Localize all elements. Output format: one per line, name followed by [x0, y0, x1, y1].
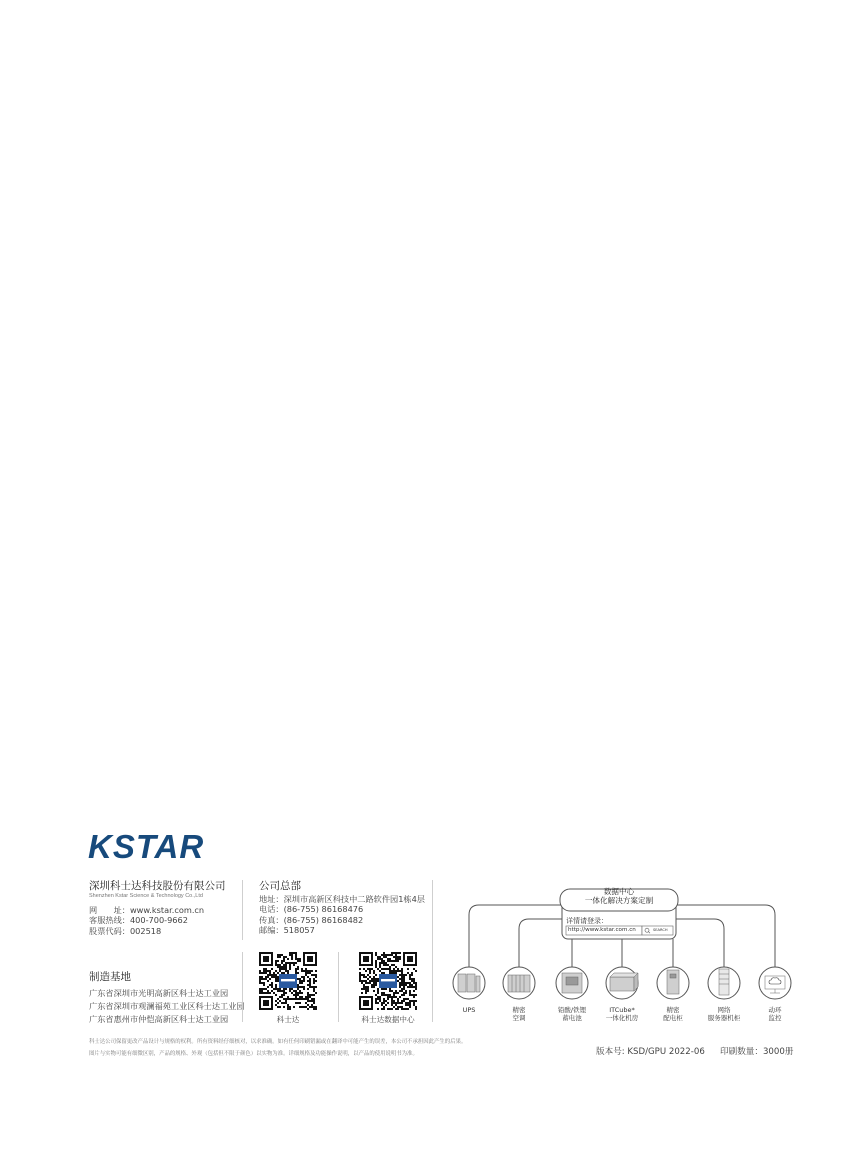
- legal-line: 科士达公司保留更改产品设计与规格的权利。所有资料经仔细核对，以求准确。如有任何印刷错漏或在翻译中可能产生的误差，本公司不承担因此产生的后果。: [89, 1039, 467, 1045]
- hq-postcode: 邮编：518057: [259, 925, 315, 936]
- hq-contact: [259, 894, 425, 936]
- kstar-logo: KSTAR: [88, 828, 205, 865]
- website-url[interactable]: http://www.kstar.com.cn: [568, 926, 636, 933]
- qr-caption: 科士达: [276, 1015, 300, 1024]
- legal-line: 图片与实物可能有细微区别，产品的规格、外观（包括但不限于颜色）以实物为准。详细规格及功能操作说明，以产品的使用说明书为准。: [89, 1051, 418, 1057]
- solution-diagram: [444, 877, 794, 1027]
- base-item: 广东省深圳市光明高新区科士达工业园: [89, 988, 229, 998]
- base-item: 广东省惠州市仲恺高新区科士达工业园: [89, 1014, 229, 1024]
- product-label: 动环 监控: [768, 1006, 782, 1022]
- product-label: 精密 配电柜: [663, 1006, 683, 1022]
- details-label: 详情请登录：: [566, 917, 608, 925]
- company-contact: [89, 905, 204, 936]
- bases-list: [89, 987, 245, 1026]
- company-name-english: Shenzhen Kstar Science & Technology Co.,Ltd: [89, 893, 203, 899]
- company-name: 深圳科士达科技股份有限公司: [89, 880, 226, 892]
- divider: [242, 952, 243, 1022]
- diagram-title-line: 数据中心: [603, 887, 635, 896]
- divider: [432, 880, 433, 1022]
- company-stock-code: 股票代码：002518: [89, 925, 162, 936]
- qr-code-kstar-icon: [259, 952, 317, 1010]
- hq-title: 公司总部: [259, 880, 301, 892]
- diagram-title-line: 一体化解决方案定制: [584, 896, 654, 906]
- divider: [338, 952, 339, 1022]
- version-number: 版本号: KSD/GPU 2022-06: [596, 1047, 705, 1057]
- qr-caption: 科士达数据中心: [361, 1015, 415, 1024]
- divider: [242, 880, 243, 940]
- base-item: 广东省深圳市观澜福苑工业区科士达工业园: [89, 1001, 245, 1011]
- search-button[interactable]: SEARCH: [653, 928, 668, 932]
- product-label: ITCube* 一体化机房: [605, 1006, 639, 1022]
- product-label: UPS: [462, 1006, 476, 1014]
- company-hotline: 客服热线：400-700-9662: [89, 915, 188, 926]
- hq-phone: 电话：(86-755) 86168476: [259, 904, 364, 915]
- diagram-title: [564, 887, 674, 906]
- bases-title: 制造基地: [89, 971, 131, 983]
- product-label: 网络 服务器机柜: [707, 1006, 741, 1022]
- product-label: 精密 空调: [512, 1006, 526, 1022]
- company-website: 网 址：www.kstar.com.cn: [89, 905, 205, 915]
- hq-address: 地址：深圳市高新区科技中二路软件园1栋4层: [259, 894, 425, 904]
- print-count: 印刷数量：3000册: [720, 1047, 794, 1057]
- hq-fax: 传真：(86-755) 86168482: [259, 914, 364, 925]
- product-label: 铅酸/铁锂 蓄电池: [557, 1006, 587, 1022]
- qr-code-datacenter-icon: [359, 952, 417, 1010]
